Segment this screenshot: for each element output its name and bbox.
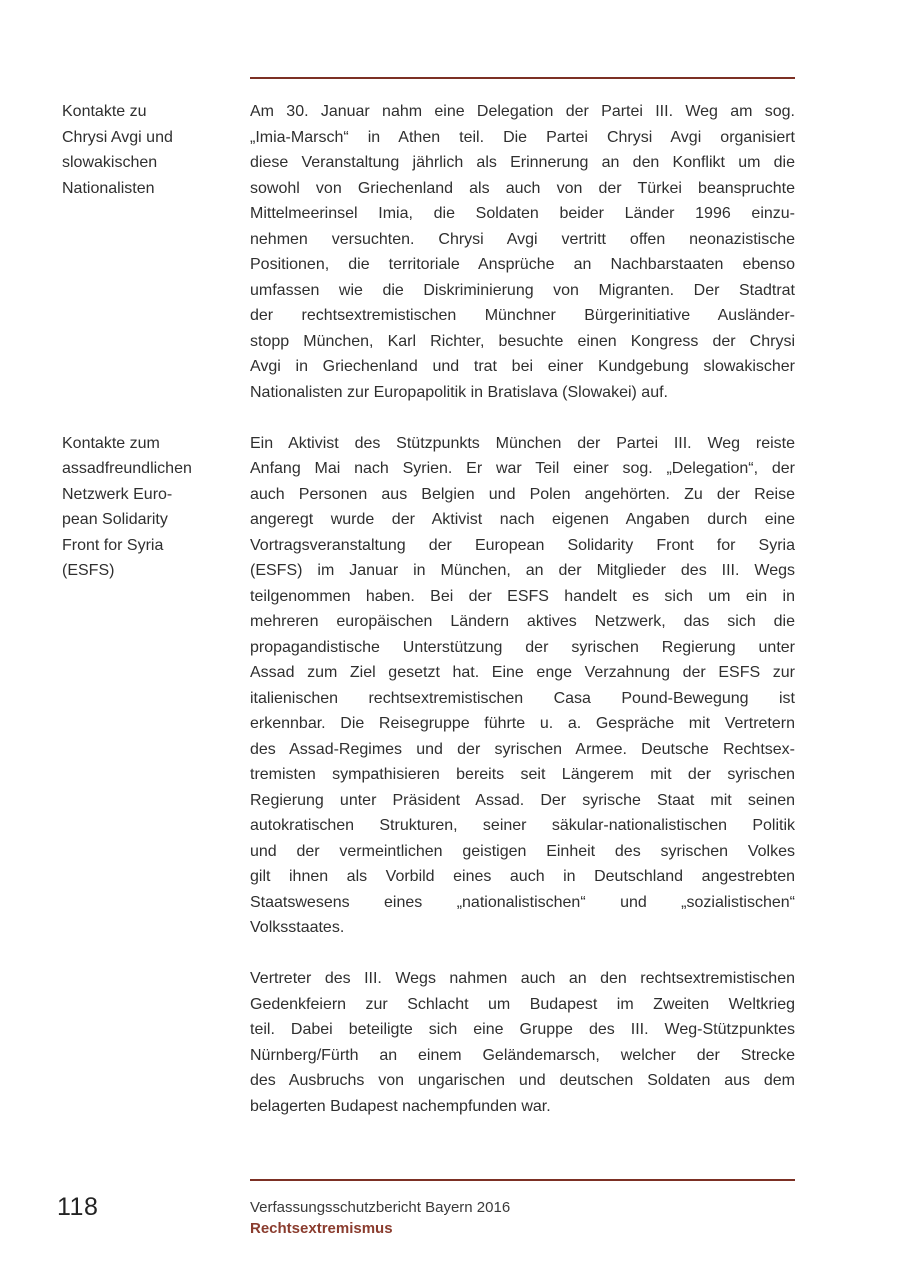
- text-line: (ESFS) im Januar in München, an der Mitglieder des III. Wegs: [250, 562, 795, 579]
- paragraph: [250, 431, 795, 941]
- text-line: Positionen, die territoriale Ansprüche an Nachbarstaaten ebenso: [250, 256, 795, 273]
- text-line: umfassen wie die Diskriminierung von Migranten. Der Stadtrat: [250, 281, 795, 299]
- margin-heading-line: Kontakte zum: [62, 434, 160, 452]
- margin-heading-line: Chrysi Avgi und: [62, 128, 173, 146]
- margin-heading-line: pean Solidarity: [62, 511, 168, 528]
- text-line: Ein Aktivist des Stützpunkts München der Partei III. Weg reiste: [250, 434, 795, 452]
- text-line: Assad zum Ziel gesetzt hat. Eine enge Verzahnung der ESFS zur: [250, 664, 795, 681]
- footer-rule: [250, 1179, 795, 1181]
- page-footer: [250, 1197, 510, 1239]
- text-line: des Ausbruchs von ungarischen und deutschen Soldaten aus dem: [250, 1072, 795, 1089]
- text-line: italienischen rechtsextremistischen Casa Pound-Bewegung ist: [250, 689, 795, 707]
- margin-heading-line: Front for Syria: [62, 536, 164, 554]
- text-line: Staatswesens eines „nationalistischen“ und „sozialistischen“: [250, 893, 795, 911]
- paragraph: [250, 966, 795, 1119]
- text-line: teilgenommen haben. Bei der ESFS handelt es sich um ein in: [250, 587, 795, 605]
- margin-heading-line: Nationalisten: [62, 179, 155, 197]
- text-block: [62, 431, 795, 941]
- text-line: Nationalisten zur Europapolitik in Bratislava (Slowakei) auf.: [250, 383, 668, 401]
- text-line: erkennbar. Die Reisegruppe führte u. a. Gespräche mit Vertretern: [250, 715, 795, 732]
- text-line: Mittelmeerinsel Imia, die Soldaten beider Länder 1996 einzu-: [250, 205, 795, 222]
- text-line: Volksstaates.: [250, 919, 345, 936]
- text-line: Anfang Mai nach Syrien. Er war Teil einer sog. „Delegation“, der: [250, 460, 795, 477]
- text-line: Vertreter des III. Wegs nahmen auch an den rechtsextremistischen: [250, 970, 795, 987]
- text-line: „Imia-Marsch“ in Athen teil. Die Partei Chrysi Avgi organisiert: [250, 128, 795, 146]
- margin-heading-line: slowakischen: [62, 154, 158, 171]
- text-line: mehreren europäischen Ländern aktives Netzwerk, das sich die: [250, 613, 795, 630]
- text-line: diese Veranstaltung jährlich als Erinnerung an den Konflikt um die: [250, 154, 795, 171]
- text-line: tremisten sympathisieren bereits seit Längerem mit der syrischen: [250, 766, 795, 783]
- margin-heading: [62, 99, 242, 201]
- footer-section-title: Rechtsextremismus: [250, 1220, 393, 1237]
- text-line: auch Personen aus Belgien und Polen angehörten. Zu der Reise: [250, 485, 795, 503]
- text-line: angeregt wurde der Aktivist nach eigenen Angaben durch eine: [250, 511, 795, 528]
- margin-heading-line: Netzwerk Euro-: [62, 485, 173, 503]
- margin-heading-line: (ESFS): [62, 562, 115, 579]
- text-line: propagandistische Unterstützung der syrischen Regierung unter: [250, 638, 795, 656]
- margin-heading: [62, 431, 242, 584]
- footer-report-title: Verfassungsschutzbericht Bayern 2016: [250, 1199, 511, 1216]
- margin-heading-line: assadfreundlichen: [62, 460, 192, 477]
- text-line: Avgi in Griechenland und trat bei einer Kundgebung slowakischer: [250, 358, 795, 375]
- text-line: der rechtsextremistischen Münchner Bürgerinitiative Ausländer-: [250, 307, 795, 324]
- text-line: stopp München, Karl Richter, besuchte einen Kongress der Chrysi: [250, 332, 795, 350]
- paragraph: [250, 99, 795, 405]
- text-line: autokratischen Strukturen, seiner säkular-nationalistischen Politik: [250, 817, 795, 834]
- text-block: [250, 966, 795, 1119]
- text-line: und der vermeintlichen geistigen Einheit des syrischen Volkes: [250, 842, 795, 860]
- top-rule: [250, 77, 795, 79]
- text-line: belagerten Budapest nachempfunden war.: [250, 1097, 551, 1115]
- page-number: 118: [57, 1193, 99, 1221]
- text-line: Nürnberg/Fürth an einem Geländemarsch, welcher der Strecke: [250, 1046, 795, 1064]
- text-line: Vortragsveranstaltung der European Solidarity Front for Syria: [250, 536, 795, 554]
- margin-heading-line: Kontakte zu: [62, 103, 147, 120]
- text-block: [62, 99, 795, 405]
- text-line: nehmen versuchten. Chrysi Avgi vertritt offen neonazistische: [250, 230, 795, 248]
- text-line: teil. Dabei beteiligte sich eine Gruppe des III. Weg-Stützpunktes: [250, 1021, 795, 1038]
- text-line: Am 30. Januar nahm eine Delegation der Partei III. Weg am sog.: [250, 103, 795, 120]
- text-line: des Assad-Regimes und der syrischen Armee. Deutsche Rechtsex-: [250, 740, 795, 758]
- text-line: Regierung unter Präsident Assad. Der syrische Staat mit seinen: [250, 791, 795, 809]
- content-area: [62, 99, 795, 1119]
- text-line: sowohl von Griechenland als auch von der Türkei beanspruchte: [250, 179, 795, 197]
- text-line: gilt ihnen als Vorbild eines auch in Deutschland angestrebten: [250, 868, 795, 885]
- text-line: Gedenkfeiern zur Schlacht um Budapest im Zweiten Weltkrieg: [250, 995, 795, 1013]
